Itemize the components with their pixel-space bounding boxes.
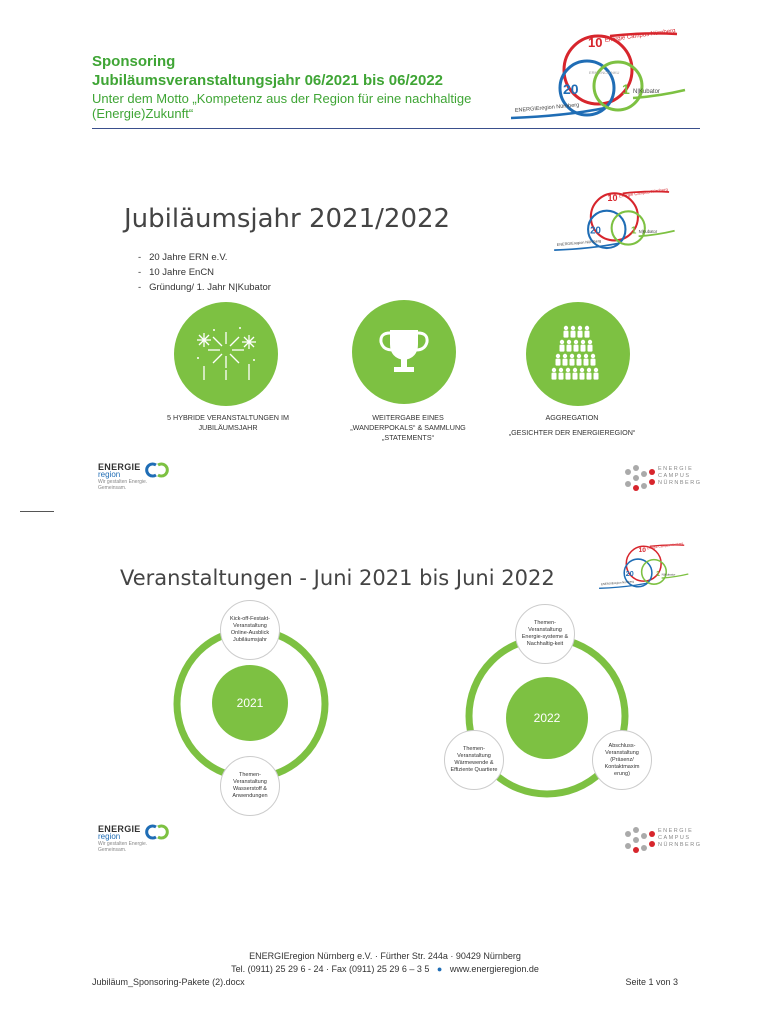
- energieregion-arrows-icon: [144, 824, 170, 840]
- separator-dash: [20, 511, 54, 512]
- footer-tel: Tel. (0911) 25 29 6 - 24 · Fax (0911) 25 29 6 – 3 5: [231, 964, 430, 974]
- svg-text:10: 10: [638, 546, 646, 554]
- encn-dots-icon: [622, 824, 656, 856]
- energieregion-logo: ENERGIE region Wir gestalten Energie. Gemeinsam.: [98, 462, 147, 491]
- logo-arc-ern: ENERGIEregion Nürnberg: [514, 102, 580, 114]
- footer-address: ENERGIEregion Nürnberg e.V. · Fürther Str. 244a · 90429 Nürnberg: [249, 951, 521, 961]
- bubble-kickoff: Kick-off-Festakt-Veranstaltung Online-Ausblick Jubiläumsjahr: [220, 600, 280, 660]
- svg-text:ENERGIEregion Nürnberg: ENERGIEregion Nürnberg: [600, 579, 635, 587]
- encn-dots-icon: [622, 462, 656, 494]
- title-line-1: Sponsoring: [92, 53, 176, 70]
- svg-text:ENERGIEregion Nürnberg: ENERGIEregion Nürnberg: [556, 239, 602, 247]
- caption-hybrid-events: 5 HYBRIDE VERANSTALTUNGEN IM JUBILÄUMSJAHR: [167, 413, 289, 432]
- people-circle: [526, 302, 630, 406]
- footer-contact: Tel. (0911) 25 29 6 - 24 · Fax (0911) 25 29 6 – 3 5 ● www.energieregion.de: [231, 964, 539, 974]
- svg-text:1: 1: [656, 570, 660, 578]
- slide2-title: Veranstaltungen - Juni 2021 bis Juni 2022: [120, 566, 555, 590]
- logo-number-10: 10: [588, 35, 603, 50]
- svg-text:20: 20: [590, 225, 601, 237]
- year-2021: 2021: [212, 665, 288, 741]
- trophy-icon: [352, 300, 456, 404]
- footer-website[interactable]: www.energieregion.de: [449, 964, 539, 974]
- bullet-item: - 10 Jahre EnCN: [138, 265, 271, 280]
- logo-number-20: 20: [563, 81, 579, 97]
- logo-arc-encn: Energie Campus Nürnberg: [604, 28, 676, 44]
- fireworks-icon: [174, 302, 278, 406]
- people-pyramid-icon: [526, 302, 630, 406]
- title-line-2: Jubiläumsveranstaltungsjahr 06/2021 bis 06/2022: [92, 72, 444, 89]
- footer-page-number: Seite 1 von 3: [625, 977, 678, 987]
- document-title: [92, 52, 443, 90]
- bubble-energiesysteme: Themen-Veranstaltung Energie-systeme & Nachhaltig-keit: [515, 604, 575, 664]
- energieregion-logo-2: ENERGIE region Wir gestalten Energie. Gemeinsam.: [98, 824, 147, 853]
- jubilee-logo-small-2: [596, 536, 696, 596]
- bubble-abschluss: Abschluss-Veranstaltung (Präsenz/ Kontaktmaxim erung): [592, 730, 652, 790]
- encn-logo: ENERGIE CAMPUS NÜRNBERG: [622, 462, 656, 499]
- logo-number-1: 1: [622, 81, 630, 97]
- svg-text:Energie Campus Nürnberg: Energie Campus Nürnberg: [646, 541, 684, 551]
- svg-text:10: 10: [607, 192, 618, 203]
- svg-text:Energie Campus Nürnberg: Energie Campus Nürnberg: [618, 186, 669, 199]
- caption-aggregation: AGGREGATION „GESICHTER DER ENERGIEREGION“: [508, 413, 636, 437]
- document-subtitle: Unter dem Motto „Kompetenz aus der Region für eine nachhaltige (Energie)Zukunft“: [92, 91, 472, 121]
- year-2022: 2022: [506, 677, 588, 759]
- bullet-item: - 20 Jahre ERN e.V.: [138, 250, 271, 265]
- fireworks-circle: [174, 302, 278, 406]
- caption-trophy: WEITERGABE EINES „WANDERPOKALS“ & SAMMLUNG „STATEMENTS“: [350, 413, 466, 442]
- svg-text:N|Kubator: N|Kubator: [661, 572, 676, 577]
- svg-text:N|Kubator: N|Kubator: [638, 228, 658, 234]
- logo-center-text: ERN ENCN NKU: [589, 70, 620, 75]
- bubble-waermewende: Themen-Veranstaltung Wärmewende & Effiziente Quartiere: [444, 730, 504, 790]
- footer-filename: Jubiläum_Sponsoring-Pakete (2).docx: [92, 977, 245, 987]
- bullet-item: - Gründung/ 1. Jahr N|Kubator: [138, 280, 271, 295]
- slide1-bullet-list: [138, 250, 271, 295]
- encn-logo-2: ENERGIE CAMPUS NÜRNBERG: [622, 824, 656, 861]
- jubilee-logo: [505, 22, 700, 127]
- trophy-circle: [352, 300, 456, 404]
- slide1-title: Jubiläumsjahr 2021/2022: [124, 204, 451, 234]
- jubilee-logo-small: [550, 180, 685, 260]
- energieregion-arrows-icon: [144, 462, 170, 478]
- header-divider: [92, 128, 700, 129]
- bubble-wasserstoff: Themen-Veranstaltung Wasserstoff & Anwendungen: [220, 756, 280, 816]
- logo-arc-nkubator: N|Kubator: [633, 89, 660, 95]
- svg-text:20: 20: [625, 570, 634, 578]
- svg-text:1: 1: [631, 225, 637, 237]
